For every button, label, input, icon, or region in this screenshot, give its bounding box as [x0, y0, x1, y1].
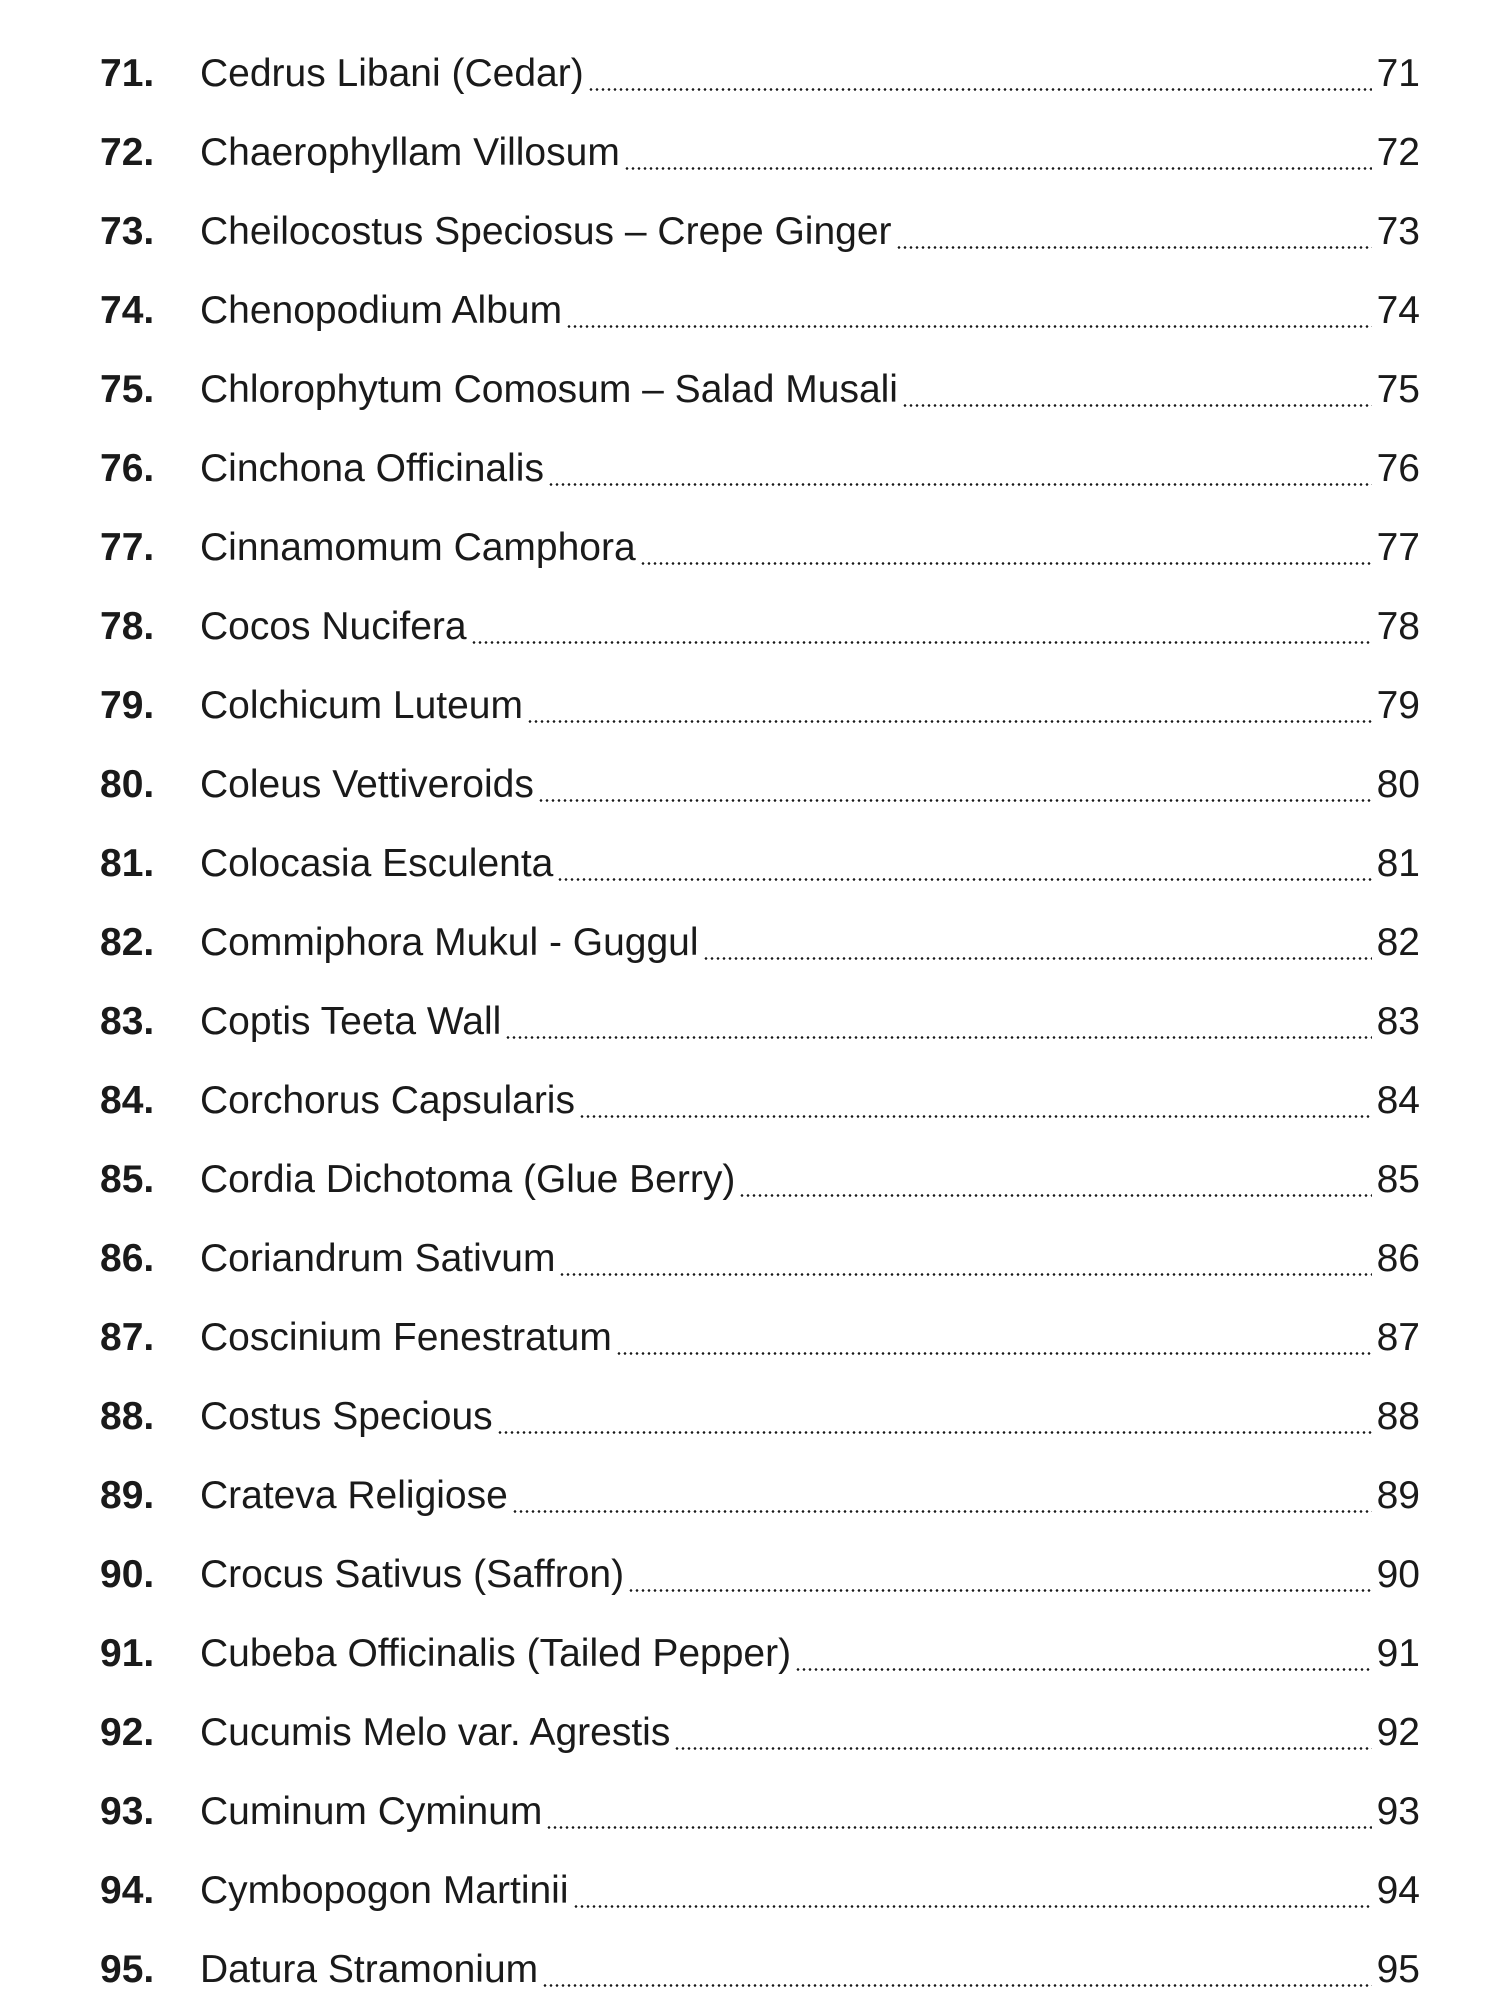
entry-number: 71. [100, 51, 155, 95]
entry-page-number: 78 [1376, 604, 1420, 648]
entry-page-number: 90 [1376, 1552, 1420, 1596]
entry-number: 94. [100, 1868, 155, 1912]
toc-entry[interactable] [100, 1456, 1420, 1535]
toc-entry[interactable] [100, 1061, 1420, 1140]
toc-entry[interactable] [100, 350, 1420, 429]
entry-number: 82. [100, 920, 155, 964]
entry-number: 92. [100, 1710, 155, 1754]
dot-leader [896, 246, 1372, 249]
toc-entry[interactable] [100, 1298, 1420, 1377]
toc-entry[interactable] [100, 1772, 1420, 1851]
entry-number: 79. [100, 683, 155, 727]
entry-title: Cymbopogon Martinii [200, 1868, 569, 1912]
entry-title: Cedrus Libani (Cedar) [200, 51, 584, 95]
dot-leader [548, 483, 1372, 486]
entry-number: 80. [100, 762, 155, 806]
entry-title: Coleus Vettiveroids [200, 762, 534, 806]
entry-page-number: 79 [1376, 683, 1420, 727]
toc-entry[interactable] [100, 982, 1420, 1061]
entry-page-number: 74 [1376, 288, 1420, 332]
entry-title: Colchicum Luteum [200, 683, 523, 727]
entry-number: 86. [100, 1236, 155, 1280]
entry-title: Coptis Teeta Wall [200, 999, 502, 1043]
entry-page-number: 93 [1376, 1789, 1420, 1833]
dot-leader [628, 1589, 1372, 1592]
entry-page-number: 91 [1376, 1631, 1420, 1675]
entry-title: Crocus Sativus (Saffron) [200, 1552, 625, 1596]
toc-entry[interactable] [100, 192, 1420, 271]
dot-leader [559, 1273, 1372, 1276]
entry-page-number: 85 [1376, 1157, 1420, 1201]
entry-title: Corchorus Capsularis [200, 1078, 575, 1122]
entry-title: Coscinium Fenestratum [200, 1315, 612, 1359]
entry-page-number: 76 [1376, 446, 1420, 490]
toc-entry[interactable] [100, 1693, 1420, 1772]
toc-entry[interactable] [100, 1377, 1420, 1456]
entry-number: 72. [100, 130, 155, 174]
entry-title: Cuminum Cyminum [200, 1789, 543, 1833]
dot-leader [527, 720, 1372, 723]
entry-number: 73. [100, 209, 155, 253]
entry-page-number: 95 [1376, 1947, 1420, 1991]
toc-entry[interactable] [100, 429, 1420, 508]
entry-title: Chenopodium Album [200, 288, 563, 332]
entry-number: 85. [100, 1157, 155, 1201]
dot-leader [542, 1984, 1372, 1987]
entry-page-number: 94 [1376, 1868, 1420, 1912]
toc-entry[interactable] [100, 1140, 1420, 1219]
entry-number: 83. [100, 999, 155, 1043]
entry-page-number: 86 [1376, 1236, 1420, 1280]
entry-title: Cinnamomum Camphora [200, 525, 636, 569]
entry-page-number: 88 [1376, 1394, 1420, 1438]
entry-number: 87. [100, 1315, 155, 1359]
entry-title: Cucumis Melo var. Agrestis [200, 1710, 671, 1754]
dot-leader [640, 562, 1372, 565]
entry-title: Chlorophytum Comosum – Salad Musali [200, 367, 898, 411]
dot-leader [566, 325, 1372, 328]
entry-title: Cubeba Officinalis (Tailed Pepper) [200, 1631, 792, 1675]
toc-entry[interactable] [100, 34, 1420, 113]
entry-number: 88. [100, 1394, 155, 1438]
dot-leader [795, 1668, 1372, 1671]
entry-number: 76. [100, 446, 155, 490]
table-of-contents [100, 34, 1420, 2009]
entry-page-number: 87 [1376, 1315, 1420, 1359]
entry-number: 75. [100, 367, 155, 411]
dot-leader [739, 1194, 1372, 1197]
entry-title: Cinchona Officinalis [200, 446, 544, 490]
entry-page-number: 73 [1376, 209, 1420, 253]
entry-page-number: 92 [1376, 1710, 1420, 1754]
toc-entry[interactable] [100, 1535, 1420, 1614]
entry-number: 84. [100, 1078, 155, 1122]
dot-leader [703, 957, 1372, 960]
entry-page-number: 82 [1376, 920, 1420, 964]
entry-title: Crateva Religiose [200, 1473, 508, 1517]
toc-entry[interactable] [100, 271, 1420, 350]
dot-leader [579, 1115, 1372, 1118]
toc-entry[interactable] [100, 903, 1420, 982]
entry-number: 95. [100, 1947, 155, 1991]
entry-page-number: 81 [1376, 841, 1420, 885]
entry-title: Cocos Nucifera [200, 604, 467, 648]
entry-page-number: 72 [1376, 130, 1420, 174]
entry-title: Chaerophyllam Villosum [200, 130, 620, 174]
entry-page-number: 89 [1376, 1473, 1420, 1517]
toc-entry[interactable] [100, 1851, 1420, 1930]
dot-leader [512, 1510, 1372, 1513]
dot-leader [557, 878, 1372, 881]
entry-number: 81. [100, 841, 155, 885]
entry-title: Colocasia Esculenta [200, 841, 554, 885]
entry-title: Cordia Dichotoma (Glue Berry) [200, 1157, 736, 1201]
entry-page-number: 77 [1376, 525, 1420, 569]
toc-entry[interactable] [100, 666, 1420, 745]
toc-entry[interactable] [100, 1219, 1420, 1298]
dot-leader [616, 1352, 1372, 1355]
entry-page-number: 71 [1376, 51, 1420, 95]
toc-entry[interactable] [100, 1614, 1420, 1693]
dot-leader [588, 88, 1372, 91]
dot-leader [546, 1826, 1372, 1829]
toc-entry[interactable] [100, 824, 1420, 903]
dot-leader [471, 641, 1372, 644]
toc-entry[interactable] [100, 508, 1420, 587]
toc-entry[interactable] [100, 1930, 1420, 2009]
entry-page-number: 75 [1376, 367, 1420, 411]
entry-title: Costus Specious [200, 1394, 493, 1438]
dot-leader [573, 1905, 1372, 1908]
entry-title: Datura Stramonium [200, 1947, 539, 1991]
entry-number: 91. [100, 1631, 155, 1675]
entry-title: Commiphora Mukul - Guggul [200, 920, 699, 964]
entry-page-number: 83 [1376, 999, 1420, 1043]
entry-number: 89. [100, 1473, 155, 1517]
entry-number: 74. [100, 288, 155, 332]
dot-leader [505, 1036, 1372, 1039]
entry-number: 78. [100, 604, 155, 648]
dot-leader [624, 167, 1372, 170]
entry-title: Coriandrum Sativum [200, 1236, 556, 1280]
dot-leader [538, 799, 1372, 802]
toc-entry[interactable] [100, 745, 1420, 824]
entry-title: Cheilocostus Speciosus – Crepe Ginger [200, 209, 892, 253]
toc-entry[interactable] [100, 587, 1420, 666]
entry-page-number: 84 [1376, 1078, 1420, 1122]
toc-entry[interactable] [100, 113, 1420, 192]
entry-number: 90. [100, 1552, 155, 1596]
dot-leader [674, 1747, 1372, 1750]
entry-number: 77. [100, 525, 155, 569]
dot-leader [497, 1431, 1372, 1434]
entry-number: 93. [100, 1789, 155, 1833]
entry-page-number: 80 [1376, 762, 1420, 806]
dot-leader [902, 404, 1372, 407]
